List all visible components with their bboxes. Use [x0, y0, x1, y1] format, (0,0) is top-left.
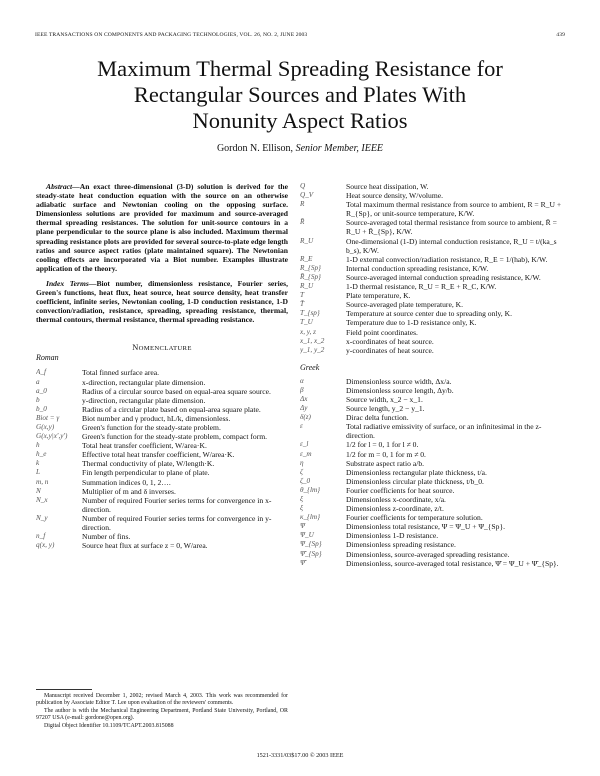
- nomenclature-definition: Dimensionless z-coordinate, z/t.: [346, 504, 444, 514]
- nomenclature-entry: [300, 522, 566, 531]
- nomenclature-definition: Number of fins.: [82, 532, 131, 542]
- nomenclature-symbol: N_y: [36, 513, 48, 522]
- nomenclature-entry: [300, 328, 566, 337]
- nomenclature-entry: [36, 405, 288, 414]
- nomenclature-definition: Dimensionless, source-averaged spreading resistance.: [346, 549, 510, 559]
- nomenclature-definition: Dimensionless source width, Δx/a.: [346, 376, 452, 386]
- nomenclature-symbol: b_0: [36, 404, 47, 413]
- nomenclature-symbol: x_1, x_2: [300, 336, 325, 345]
- nomenclature-definition: Green's function for the steady-state problem, compact form.: [82, 432, 268, 442]
- nomenclature-symbol: Biot = γ: [36, 413, 60, 422]
- nomenclature-definition: Source-averaged plate temperature, K.: [346, 300, 464, 310]
- nomenclature-definition: y-coordinates of heat source.: [346, 345, 434, 355]
- nomenclature-symbol: Ψ̄_{Sp}: [300, 549, 322, 558]
- right-roman-list: [300, 182, 566, 355]
- nomenclature-entry: [36, 514, 288, 532]
- nomenclature-entry: [36, 450, 288, 459]
- nomenclature-definition: Fourier coefficients for heat source.: [346, 485, 455, 495]
- nomenclature-definition: Biot number and γ product, hL/k, dimensionless.: [82, 413, 231, 423]
- nomenclature-definition: Dimensionless circular plate thickness, t/b_0.: [346, 476, 484, 486]
- nomenclature-definition: One-dimensional (1-D) internal conduction resistance, R_U = t/(ka_s b_s), K/W.: [346, 236, 557, 255]
- nomenclature-entry: [300, 559, 566, 568]
- nomenclature-definition: x-coordinates of heat source.: [346, 336, 434, 346]
- nomenclature-definition: Summation indices 0, 1, 2….: [82, 477, 171, 487]
- nomenclature-symbol: R̄_{Sp}: [300, 272, 321, 281]
- nomenclature-symbol: ε: [300, 422, 303, 431]
- nomenclature-entry: [36, 478, 288, 487]
- nomenclature-entry: [300, 377, 566, 386]
- nomenclature-entry: [300, 459, 566, 468]
- nomenclature-symbol: Ψ: [300, 522, 306, 531]
- nomenclature-definition: Total heat transfer coefficient, W/area·K.: [82, 441, 207, 451]
- nomenclature-entry: [300, 386, 566, 395]
- nomenclature-entry: [36, 368, 288, 377]
- footnote: Manuscript received December 1, 2002; revised March 4, 2003. This work was recommended for publication by Associate Editor T. Lee upon evaluation of the reviewers' comments.: [36, 693, 288, 707]
- nomenclature-symbol: Δy: [300, 404, 308, 413]
- nomenclature-symbol: ε_m: [300, 449, 312, 458]
- nomenclature-definition: Total finned surface area.: [82, 368, 160, 378]
- nomenclature-symbol: T_{sp}: [300, 309, 320, 318]
- nomenclature-symbol: κ_{lm}: [300, 513, 320, 522]
- nomenclature-definition: Fourier coefficients for temperature solution.: [346, 513, 483, 523]
- nomenclature-entry: [300, 395, 566, 404]
- nomenclature-entry: [300, 264, 566, 273]
- nomenclature-definition: Thermal conductivity of plate, W/length·K.: [82, 459, 215, 469]
- nomenclature-symbol: T: [300, 291, 304, 300]
- nomenclature-definition: Temperature due to 1-D resistance only, K.: [346, 318, 477, 328]
- nomenclature-symbol: ξ: [300, 504, 304, 513]
- nomenclature-symbol: R̄: [300, 218, 305, 227]
- nomenclature-definition: Heat source density, W/volume.: [346, 191, 444, 201]
- nomenclature-symbol: G(x,y|x',y'): [36, 432, 68, 441]
- nomenclature-symbol: N_x: [36, 495, 48, 504]
- greek-heading: Greek: [300, 362, 320, 372]
- nomenclature-symbol: n_f: [36, 532, 46, 541]
- nomenclature-symbol: a: [36, 377, 40, 386]
- paper-title: [0, 56, 600, 134]
- nomenclature-symbol: G(x,y): [36, 422, 55, 431]
- nomenclature-entry: [300, 504, 566, 513]
- nomenclature-entry: [36, 487, 288, 496]
- nomenclature-entry: [300, 346, 566, 355]
- nomenclature-definition: Total maximum thermal resistance from source to ambient, R = R_U + R_{Sp}, or unit-source temperature, K/W.: [346, 200, 562, 219]
- nomenclature-definition: Fin length perpendicular to plane of plate.: [82, 468, 210, 478]
- abstract-text: An exact three-dimensional (3-D) solution is derived for the steady-state heat conduction equation with the source on an otherwise adiabatic surface and Newtonian cooling on the opposing surface. Dimensionless solutions are provided for maximum and source-averaged thermal spreading resistances. The solution for unit-source contours in a plane perpendicular to the source plane is also included. Maximum thermal spreading resistance plots are provided for several source-to-plate edge length ratios and source aspect ratios (plate maintained square). The Newtonian cooling effects are incorporated via a Biot number. Examples illustrate application of the theory.: [36, 182, 288, 273]
- nomenclature-entry: [300, 486, 566, 495]
- nomenclature-symbol: ε_l: [300, 440, 309, 449]
- author-line: [0, 143, 600, 154]
- nomenclature-definition: Source length, y_2 − y_1.: [346, 404, 425, 414]
- nomenclature-entry: [36, 541, 288, 550]
- index-terms: [36, 279, 288, 324]
- nomenclature-entry: [36, 459, 288, 468]
- nomenclature-symbol: α: [300, 376, 304, 385]
- nomenclature-entry: [300, 513, 566, 522]
- roman-list: [36, 368, 288, 550]
- nomenclature-entry: [300, 422, 566, 440]
- nomenclature-definition: Number of required Fourier series terms for convergence in y-direction.: [82, 513, 272, 532]
- nomenclature-entry: [300, 255, 566, 264]
- nomenclature-entry: [300, 191, 566, 200]
- nomenclature-entry: [300, 440, 566, 449]
- nomenclature-entry: [300, 291, 566, 300]
- nomenclature-symbol: T̄: [300, 300, 304, 309]
- title-line: Nonunity Aspect Ratios: [192, 108, 408, 133]
- nomenclature-symbol: θ_{lm}: [300, 485, 321, 494]
- nomenclature-symbol: Q_V: [300, 191, 314, 200]
- nomenclature-definition: 1-D external convection/radiation resistance, R_E = 1/(hab), K/W.: [346, 254, 548, 264]
- nomenclature-entry: [36, 378, 288, 387]
- nomenclature-entry: [36, 441, 288, 450]
- nomenclature-symbol: L: [36, 468, 40, 477]
- nomenclature-definition: 1-D thermal resistance, R_U = R_E + R_C, K/W.: [346, 282, 497, 292]
- nomenclature-definition: 1/2 for l = 0, 1 for l ≠ 0.: [346, 440, 419, 450]
- nomenclature-definition: Number of required Fourier series terms for convergence in x-direction.: [82, 495, 272, 514]
- greek-list: [300, 377, 566, 568]
- journal-header: IEEE TRANSACTIONS ON COMPONENTS AND PACKAGING TECHNOLOGIES, VOL. 26, NO. 2, JUNE 2003: [35, 32, 308, 38]
- nomenclature-entry: [36, 396, 288, 405]
- nomenclature-entry: [300, 468, 566, 477]
- nomenclature-definition: Effective total heat transfer coefficient, W/area·K.: [82, 450, 235, 460]
- nomenclature-symbol: ζ_0: [300, 476, 311, 485]
- nomenclature-definition: Dirac delta function.: [346, 413, 409, 423]
- nomenclature-symbol: R_E: [300, 254, 313, 263]
- nomenclature-definition: Radius of a circular source based on equal-area square source.: [82, 386, 271, 396]
- nomenclature-symbol: β: [300, 385, 304, 394]
- nomenclature-symbol: ζ: [300, 467, 303, 476]
- nomenclature-definition: y-direction, rectangular plate dimension.: [82, 395, 206, 405]
- nomenclature-symbol: η: [300, 458, 304, 467]
- nomenclature-entry: [300, 282, 566, 291]
- nomenclature-definition: Source width, x_2 − x_1.: [346, 394, 423, 404]
- nomenclature-entry: [36, 468, 288, 477]
- roman-heading: Roman: [36, 353, 59, 363]
- nomenclature-symbol: Δx: [300, 394, 308, 403]
- page-number: 439: [556, 32, 565, 38]
- nomenclature-definition: Plate temperature, K.: [346, 291, 411, 301]
- nomenclature-definition: Source heat dissipation, W.: [346, 182, 429, 191]
- title-line: Rectangular Sources and Plates With: [133, 82, 467, 107]
- author-name: Gordon N. Ellison,: [216, 143, 294, 154]
- nomenclature-definition: Dimensionless rectangular plate thickness, t/a.: [346, 467, 487, 477]
- nomenclature-definition: Field point coordinates.: [346, 327, 418, 337]
- nomenclature-symbol: Ψ̄: [300, 558, 306, 567]
- nomenclature-entry: [300, 318, 566, 327]
- nomenclature-entry: [300, 404, 566, 413]
- nomenclature-symbol: Ψ_U: [300, 531, 314, 540]
- nomenclature-entry: [36, 414, 288, 423]
- nomenclature-entry: [300, 531, 566, 540]
- nomenclature-definition: Dimensionless source length, Δy/b.: [346, 385, 454, 395]
- nomenclature-entry: [300, 200, 566, 218]
- nomenclature-symbol: b: [36, 395, 40, 404]
- copyright: 1521-3331/03$17.00 © 2003 IEEE: [256, 752, 344, 759]
- left-column: [36, 182, 288, 550]
- nomenclature-entry: [300, 309, 566, 318]
- nomenclature-entry: [300, 300, 566, 309]
- nomenclature-entry: [300, 495, 566, 504]
- nomenclature-definition: Dimensionless 1-D resistance.: [346, 531, 439, 541]
- index-terms-label: Index Terms—: [46, 278, 97, 288]
- nomenclature-definition: 1/2 for m = 0, 1 for m ≠ 0.: [346, 449, 426, 459]
- nomenclature-definition: Dimensionless x-coordinate, x/a.: [346, 495, 446, 504]
- running-header: [35, 32, 565, 42]
- footnote: The author is with the Mechanical Engineering Department, Portland State University, Portland, OR 97207 USA (e-mail: gordone@open.org).: [36, 707, 288, 722]
- nomenclature-entry: [300, 450, 566, 459]
- nomenclature-symbol: Ψ_{Sp}: [300, 540, 322, 549]
- nomenclature-symbol: T_U: [300, 318, 313, 327]
- nomenclature-symbol: R_U: [300, 236, 314, 245]
- nomenclature-definition: Dimensionless total resistance, Ψ = Ψ_U + Ψ_{Sp}.: [346, 522, 505, 532]
- nomenclature-symbol: δ(z): [300, 413, 311, 422]
- nomenclature-symbol: y_1, y_2: [300, 345, 325, 354]
- nomenclature-definition: Dimensionless spreading resistance.: [346, 540, 456, 550]
- nomenclature-entry: [300, 237, 566, 255]
- right-column: [300, 182, 566, 568]
- nomenclature-definition: Radius of a circular plate based on equal-area square plate.: [82, 404, 261, 414]
- nomenclature-symbol: R_U: [300, 282, 314, 291]
- nomenclature-definition: Total radiative emissivity of surface, or an infinitesimal in the z-direction.: [346, 422, 542, 441]
- nomenclature-symbol: h_e: [36, 450, 47, 459]
- nomenclature-entry: [300, 182, 566, 191]
- author-grade: Senior Member, IEEE: [295, 143, 384, 154]
- nomenclature-definition: Internal conduction spreading resistance, K/W.: [346, 263, 489, 273]
- nomenclature-symbol: N: [36, 486, 41, 495]
- nomenclature-entry: [300, 413, 566, 422]
- nomenclature-entry: [36, 387, 288, 396]
- index-terms-text: Biot number, dimensionless resistance, Fourier series, Green's functions, heat flux, heat source, heat source density, heat transfer coefficient, infinite series, Newtonian cooling, 1-D conduction resistance, 1-D convection/radiation, resistance, spreading, spreading resistance, thermal, thermal contours, thermal resistance, thermal spreading resistance.: [36, 278, 289, 325]
- abstract-label: Abstract—: [46, 182, 80, 191]
- nomenclature-definition: Temperature at source center due to spreading only, K.: [346, 309, 512, 319]
- nomenclature-symbol: m, n: [36, 477, 49, 486]
- nomenclature-entry: [300, 337, 566, 346]
- nomenclature-definition: Green's function for the steady-state problem.: [82, 422, 221, 432]
- footnotes: [36, 693, 288, 730]
- abstract: [36, 182, 288, 273]
- nomenclature-symbol: Q: [300, 182, 306, 190]
- nomenclature-definition: Dimensionless, source-averaged total resistance, Ψ̄ = Ψ_U + Ψ̄_{Sp}.: [346, 558, 559, 568]
- nomenclature-entry: [36, 496, 288, 514]
- nomenclature-symbol: q(x, y): [36, 541, 55, 550]
- footnote-divider: [36, 689, 92, 690]
- nomenclature-entry: [300, 477, 566, 486]
- title-line: Maximum Thermal Spreading Resistance for: [97, 56, 503, 81]
- nomenclature-symbol: R_{Sp}: [300, 263, 321, 272]
- nomenclature-definition: Source heat flux at surface z = 0, W/area.: [82, 541, 208, 551]
- nomenclature-symbol: ξ: [300, 495, 304, 503]
- nomenclature-symbol: x, y, z: [300, 327, 316, 336]
- nomenclature-entry: [36, 532, 288, 541]
- nomenclature-symbol: k: [36, 459, 40, 468]
- nomenclature-definition: Source-averaged total thermal resistance from source to ambient, R̄ = R_U + R̄_{Sp}, K/W.: [346, 218, 557, 237]
- nomenclature-definition: x-direction, rectangular plate dimension.: [82, 377, 206, 387]
- nomenclature-symbol: R: [300, 200, 305, 209]
- nomenclature-symbol: a_0: [36, 386, 47, 395]
- nomenclature-entry: [36, 432, 288, 441]
- nomenclature-symbol: A_f: [36, 368, 46, 377]
- nomenclature-heading: NOMENCLATURE: [132, 343, 192, 353]
- nomenclature-entry: [300, 550, 566, 559]
- nomenclature-entry: [300, 273, 566, 282]
- nomenclature-entry: [300, 540, 566, 549]
- nomenclature-symbol: h: [36, 441, 40, 450]
- nomenclature-definition: Multiplier of m and δ inverses.: [82, 486, 176, 496]
- nomenclature-entry: [36, 423, 288, 432]
- nomenclature-entry: [300, 218, 566, 236]
- footnote: Digital Object Identifier 10.1109/TCAPT.2003.815088: [44, 722, 174, 729]
- nomenclature-definition: Substrate aspect ratio a/b.: [346, 458, 425, 468]
- nomenclature-definition: Source-averaged internal conduction spreading resistance, K/W.: [346, 272, 541, 282]
